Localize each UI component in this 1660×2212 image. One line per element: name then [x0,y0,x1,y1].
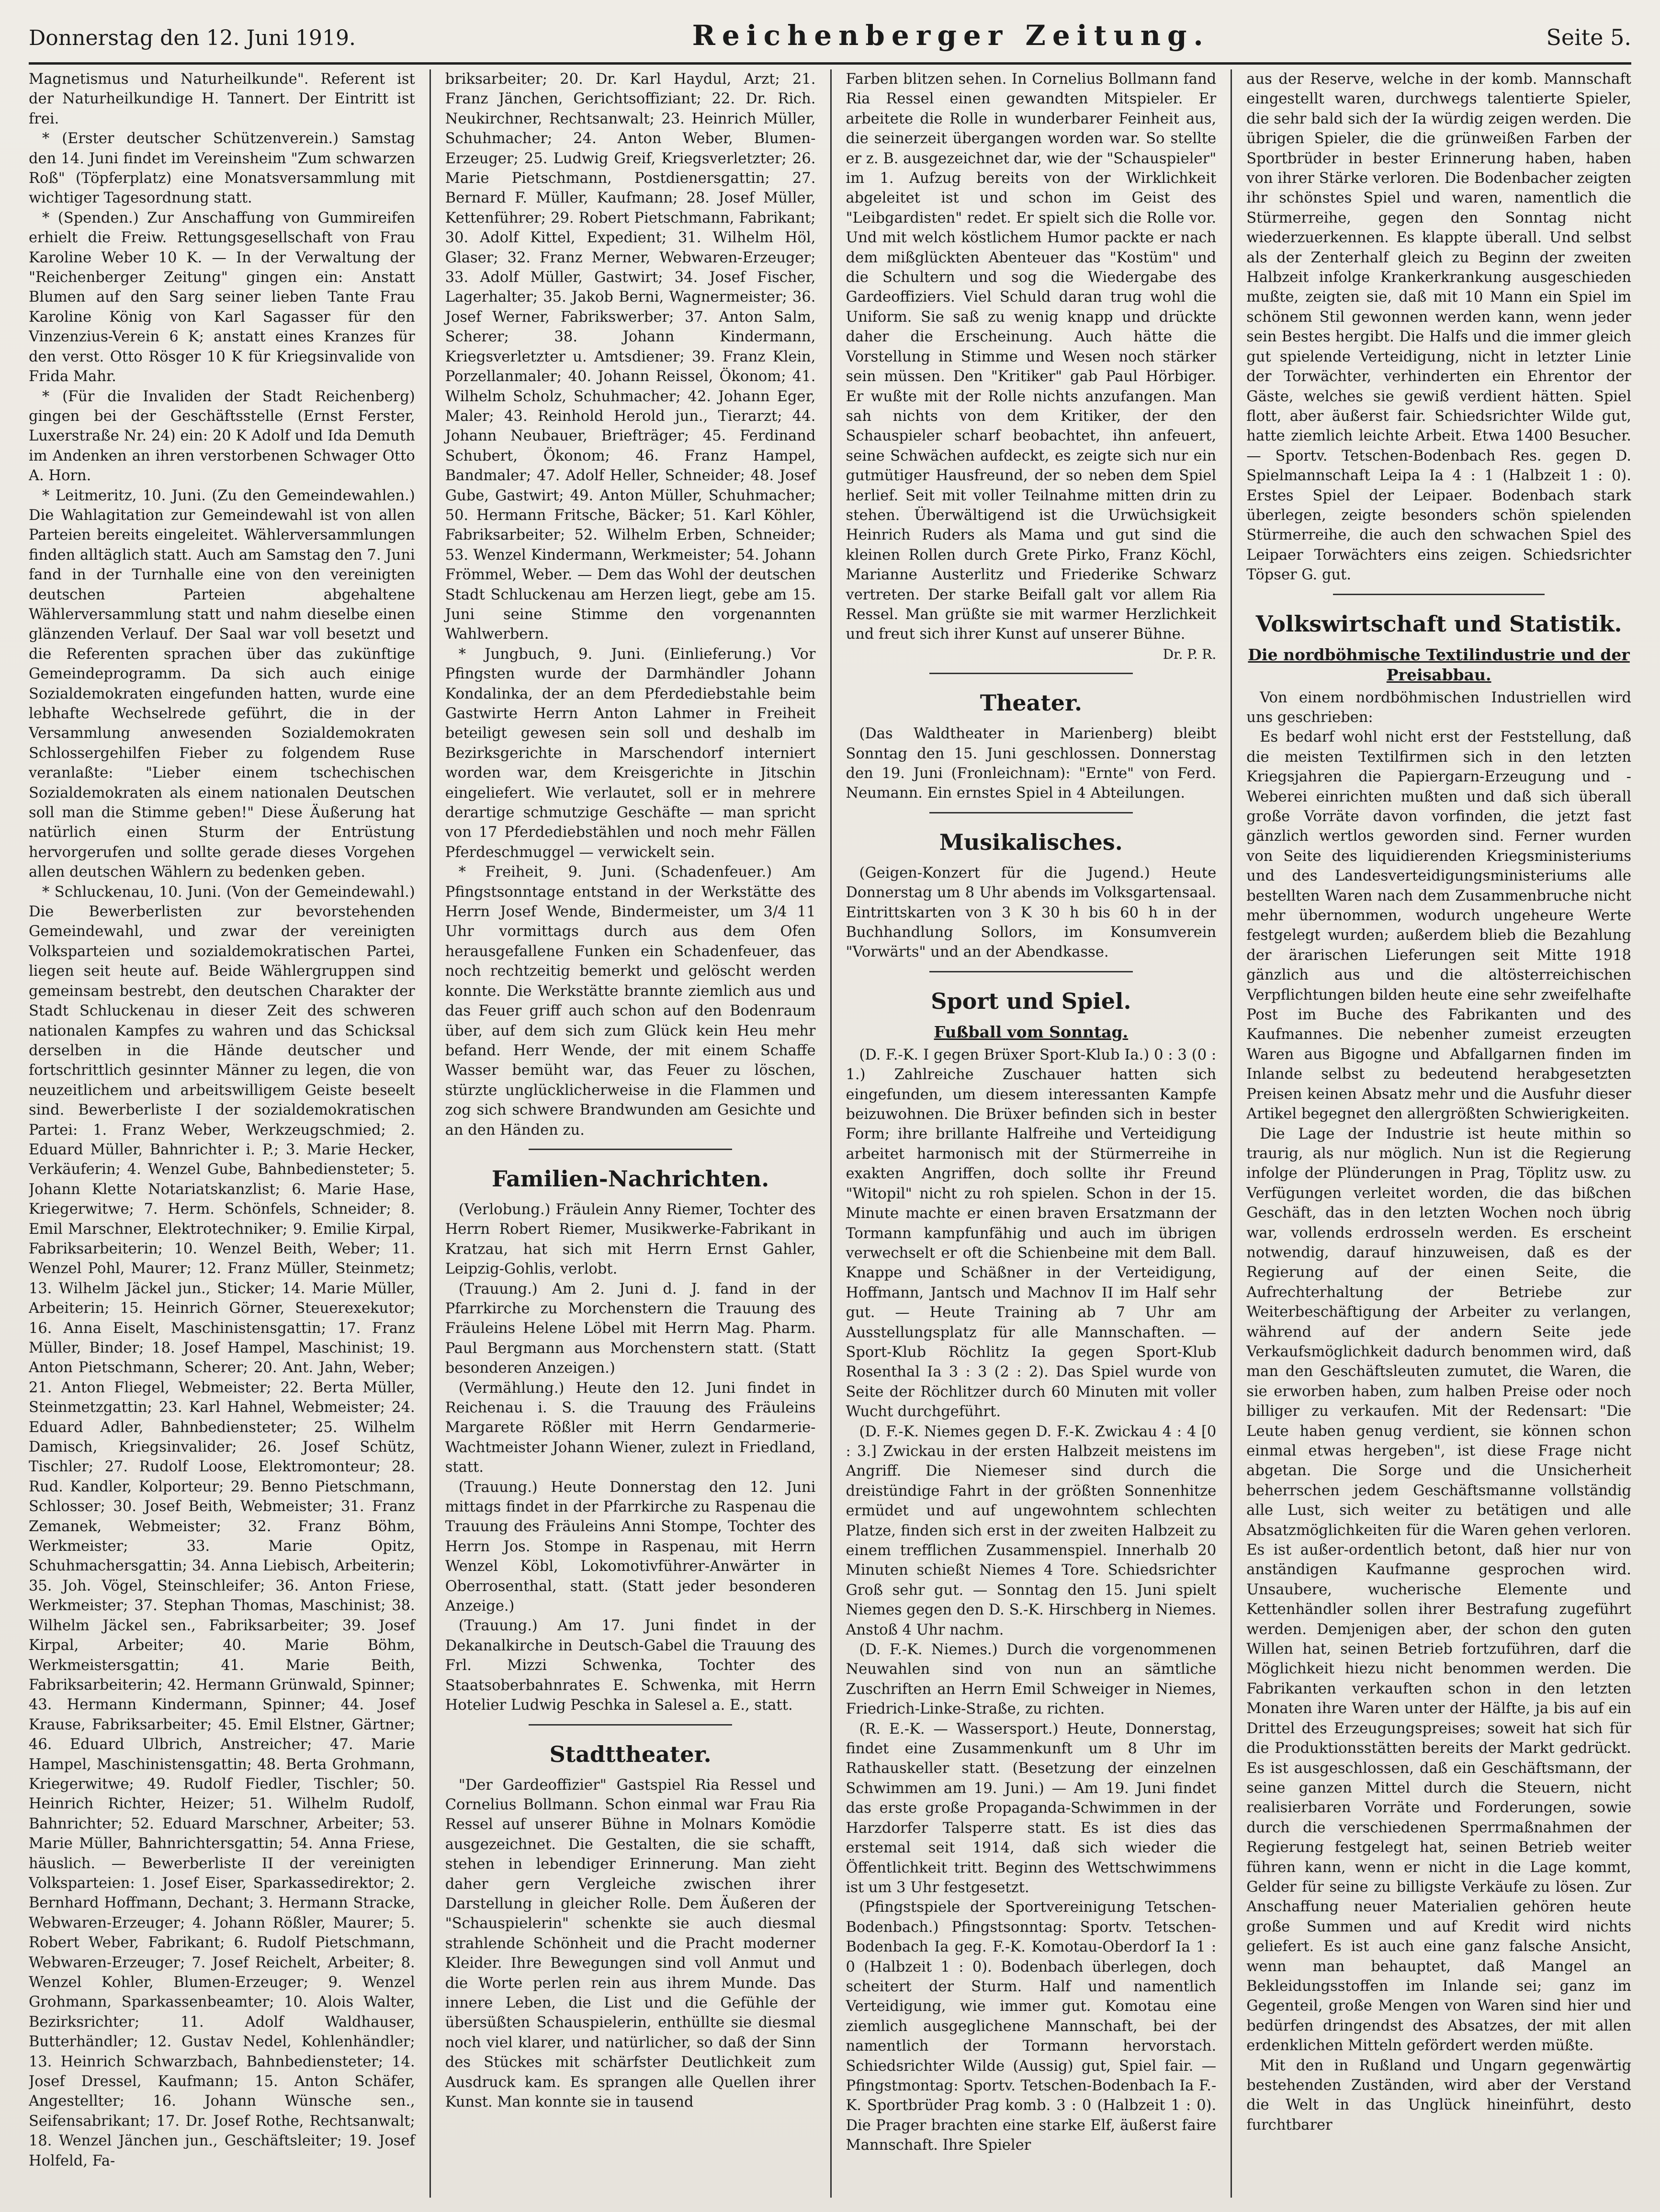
section-heading: Familien-Nachrichten. [491,1165,769,1192]
subsection-heading: Die nordböhmische Textilindustrie und der Preisabbau. [1248,645,1630,684]
paragraph: (Geigen-Konzert für die Jugend.) Heute Donnerstag um 8 Uhr abends im Volksgartensaal. Eintrittskarten von 3 K 30 h bis 60 h in der Buchhandlung Sollors, im Konsumverein "Vorwärts" und an der Abendkasse. [846,864,1217,961]
paragraph: Es bedarf wohl nicht erst der Feststellung, daß die meisten Textilfirmen sich in den letzten Kriegsjahren die Papiergarn-Erzeugung und -Weberei einrichten mußten und daß sich überall große Vorräte davon vorfinden, die jetzt fast gänzlich wertlos geworden sind. Ferner wurden von Seite des liquidierenden Kriegsministeriums und des Landesverteidigungsministeriums alle bestellten Waren nach dem Zusammenbruche nicht mehr übernommen, wodurch ungeheure Werte festgelegt wurden; außerdem blieb die Bezahlung der ärarischen Lieferungen seit Mitte 1918 gänzlich aus und die altösterreichischen Verpflichtungen bilden heute eine sehr zweifelhafte Post im Buche des Fabrikanten und des Kaufmannes. Die nebenher zumeist erzeugten Waren aus Bigogne und Abfallgarnen finden im Inlande selbst zu bedeutend herabgesetzten Preisen keinen Absatz mehr und die Ausfuhr dieser Artikel begegnet den allergrößten Schwierigkeiten. [1246,729,1631,1123]
subsection-heading: Fußball vom Sonntag. [934,1022,1129,1041]
paragraph: (D. F.-K. Niemes gegen D. F.-K. Zwickau 4 : 4 [0 : 3.] Zwickau in der ersten Halbzeit meistens im Angriff. Die Niemeser sind durch die dreistündige Fahrt in der größten Sonnenhitze ermüdet und auf ungewohntem schlechten Platze, finden sich erst in der zweiten Halbzeit zu einem trefflichen Zusammenspiel. Innerhalb 20 Minuten schießt Niemes 4 Tore. Schiedsrichter Groß sehr gut. — Sonntag den 15. Juni spielt Niemes gegen den D. S.-K. Hirschberg in Niemes. Anstoß 4 Uhr nachm. [846,1423,1217,1638]
issue-date: Donnerstag den 12. Juni 1919. [29,26,356,50]
paragraph: (D. F.-K. I gegen Brüxer Sport-Klub Ia.) 0 : 3 (0 : 1.) Zahlreiche Zuschauer hatten sich eingefunden, um diesem interessanten Kampfe beizuwohnen. Die Brüxer befinden sich in bester Form; ihre brillante Halfreihe und Verteidigung arbeitet harmonisch mit der Stürmerreihe in exakten Angriffen, doch sollte ihr Freund "Witopil" nicht zu roh spielen. Schon in der 15. Minute machte er einen braven Ersatzmann der Tormann kampfunfähig und auch im übrigen verwechselt er oft die Schienbeine mit dem Ball. Knappe und Schäßner in der Verteidigung, Hoffmann, Jantsch und Machnov II im Half sehr gut. — Heute Training ab 7 Uhr am Ausstellungsplatz für alle Mannschaften. — Sport-Klub Röchlitz Ia gegen Sport-Klub Rosenthal Ia 3 : 3 (2 : 2). Das Spiel wurde von Seite der Röchlitzer durch 60 Minuten mit voller Wucht durchgeführt. [846,1046,1217,1421]
author-signature: Dr. P. R. [1163,646,1217,662]
page-header [29,19,1631,65]
paragraph: * (Spenden.) Zur Anschaffung von Gummireifen erhielt die Freiw. Rettungsgesellschaft von Frau Karoline Weber 10 K. — In der Verwaltung der "Reichenberger Zeitung" gingen ein: Anstatt Blumen auf den Sarg seiner lieben Tante Frau Karoline König von Karl Sagasser für den Vinzenzius-Verein 6 K; anstatt eines Kranzes für den verst. Otto Rösger 10 K für Kriegsinvalide von Frida Mahr. [29,209,415,385]
paragraph: * (Für die Invaliden der Stadt Reichenberg) gingen bei der Geschäftsstelle (Ernst Ferster, Luxerstraße Nr. 24) ein: 20 K Adolf und Ida Demuth im Andenken an ihren verstorbenen Schwager Otto A. Horn. [29,388,415,485]
paragraph: (D. F.-K. Niemes.) Durch die vorgenommenen Neuwahlen sind von nun an sämtliche Zuschriften an Herrn Emil Schweiger in Niemes, Friedrich-Linke-Straße, zu richten. [846,1641,1217,1718]
paragraph: Mit den in Rußland und Ungarn gegenwärtig bestehenden Zuständen, wird aber der Verstand die Welt in das Unglück hineinführt, desto furchtbarer [1246,2057,1631,2133]
paragraph: Magnetismus und Naturheilkunde". Referent ist der Naturheilkundige H. Tannert. Der Eintritt ist frei. [29,71,415,127]
section-divider [529,1724,733,1726]
column-3 [830,69,1231,2198]
section-heading: Musikalisches. [939,829,1123,855]
article-columns [29,69,1631,2198]
paragraph: "Der Gardeoffizier" Gastspiel Ria Ressel und Cornelius Bollmann. Schon einmal war Frau Ria Ressel auf unserer Bühne in Molnars Komödie ausgezeichnet. Die Gestalten, die sie schafft, stehen in lebendiger Erinnerung. Man zieht daher gern Vergleiche zwischen ihrer Darstellung in gleicher Rolle. Dem Äußeren der "Schauspielerin" schenkte sie auch diesmal strahlende Schönheit und die Pracht moderner Kleider. Ihre Bewegungen sind voll Anmut und die Worte perlen rein aus ihrem Munde. Das innere Leben, die List und die Gefühle der übersüßten Schauspielerin, enthüllte sie diesmal noch viel klarer, und natürlicher, so daß der Sinn des Stückes mit schärfster Deutlichkeit zum Ausdruck kam. Es sprangen alle Quellen ihrer Kunst. Man konnte sie in tausend [445,1776,816,2110]
section-divider [929,812,1133,813]
paragraph: (Trauung.) Am 2. Juni d. J. fand in der Pfarrkirche zu Morchenstern die Trauung des Fräuleins Helene Löbel mit Herrn Mag. Pharm. Paul Bergmann aus Morchenstern statt. (Statt besonderen Anzeigen.) [445,1280,816,1377]
column-1 [29,69,429,2198]
section-divider [529,1149,733,1150]
section-divider [1333,594,1545,595]
paragraph: * Schluckenau, 10. Juni. (Von der Gemeindewahl.) Die Bewerberlisten zur bevorstehenden Gemeindewahl, und zwar der vereinigten Volksparteien und sozialdemokratischen Partei, liegen seit heute auf. Beide Wählergruppen sind gemeinsam bestrebt, den deutschen Charakter der Stadt Schluckenau in dieser Zeit des schweren nationalen Kampfes zu wahren und das Schicksal derselben in die Hände deutscher und fortschrittlich gesinnter Männer zu legen, die von neuzeitlichem und arbeitswilligem Geiste beseelt sind. Bewerberliste I der sozialdemokratischen Partei: 1. Franz Weber, Werkzeugschmied; 2. Eduard Müller, Bahnrichter i. P.; 3. Marie Hecker, Verkäuferin; 4. Wenzel Gube, Bahnbediensteter; 5. Johann Klette Notariatskanzlist; 6. Marie Hase, Kriegerwitwe; 7. Herm. Schönfels, Schneider; 8. Emil Marschner, Elektrotechniker; 9. Emilie Kirpal, Fabriksarbeiterin; 10. Wenzel Beith, Weber; 11. Wenzel Pohl, Maurer; 12. Franz Müller, Steinmetz; 13. Wilhelm Jäckel jun., Sticker; 14. Marie Müller, Arbeiterin; 15. Heinrich Görner, Steuerexekutor; 16. Anna Eiselt, Maschinistensgattin; 17. Franz Müller, Binder; 18. Josef Hampel, Maschinist; 19. Anton Pietschmann, Scherer; 20. Ant. Jahn, Weber; 21. Anton Fliegel, Webmeister; 22. Berta Müller, Steinmetzgattin; 23. Karl Hahnel, Webmeister; 24. Eduard Adler, Bahnbediensteter; 25. Wilhelm Damisch, Kriegsinvalider; 26. Josef Schütz, Tischler; 27. Rudolf Loose, Elektromonteur; 28. Rud. Kandler, Kolporteur; 29. Benno Pietschmann, Schlosser; 30. Josef Beith, Webmeister; 31. Franz Zemanek, Webmeister; 32. Franz Böhm, Werkmeister; 33. Marie Opitz, Schuhmachersgattin; 34. Anna Liebisch, Arbeiterin; 35. Joh. Vögel, Steinschleifer; 36. Anton Friese, Werkmeister; 37. Stephan Thomas, Maschinist; 38. Wilhelm Jäckel sen., Fabriksarbeiter; 39. Josef Kirpal, Arbeiter; 40. Marie Böhm, Werkmeistersgattin; 41. Marie Beith, Fabriksarbeiterin; 42. Hermann Grünwald, Spinner; 43. Hermann Kindermann, Spinner; 44. Josef Krause, Fabriksarbeiter; 45. Emil Elstner, Gärtner; 46. Eduard Ulbrich, Anstreicher; 47. Marie Hampel, Maschinistensgattin; 48. Berta Grohmann, Kriegerwitwe; 49. Rudolf Fiedler, Tischler; 50. Heinrich Richter, Heizer; 51. Wilhelm Rudolf, Bahnrichter; 52. Eduard Marschner, Arbeiter; 53. Marie Müller, Bahnrichtersgattin; 54. Anna Friese, häuslich. — Bewerberliste II der vereinigten Volksparteien: 1. Josef Eiser, Sparkassedirektor; 2. Bernhard Hoffmann, Dechant; 3. Hermann Stracke, Webwaren-Erzeuger; 4. Johann Rößler, Maurer; 5. Robert Weber, Fabrikant; 6. Rudolf Pietschmann, Webwaren-Erzeuger; 7. Josef Reichelt, Arbeiter; 8. Wenzel Kohler, Blumen-Erzeuger; 9. Wenzel Grohmann, Sparkassenbeamter; 10. Alois Walter, Bezirksrichter; 11. Adolf Waldhauser, Butterhändler; 12. Gustav Nedel, Kohlenhändler; 13. Heinrich Schwarzbach, Bahnbediensteter; 14. Josef Dressel, Kaufmann; 15. Anton Schäfer, Angestellter; 16. Johann Wünsche sen., Seifensabrikant; 17. Dr. Josef Rothe, Rechtsanwalt; 18. Wenzel Jänchen jun., Geschäftsleiter; 19. Josef Holfeld, Fa- [29,883,415,2169]
paragraph: * Jungbuch, 9. Juni. (Einlieferung.) Vor Pfingsten wurde der Darmhändler Johann Kondalinka, der an dem Pferdediebstahle beim Gastwirte Herrn Anton Lahmer in Freiheit beteiligt gewesen sein soll und deshalb im Bezirksgerichte in Marschendorf interniert worden war, dem Kreisgerichte in Jitschin eingeliefert. Wie verlautet, soll er in mehrere derartige schmutzige Geschäfte — man spricht von 17 Pferdediebstählen und noch mehr Fällen Pferdeschmuggel — verwickelt sein. [445,645,816,861]
section-divider [929,673,1133,674]
paragraph: Die Lage der Industrie ist heute mithin so traurig, als nur möglich. Nun ist die Regierung infolge der Plünderungen in Prag, Töplitz usw. zu Verfügungen verleitet worden, die das bißchen Geschäft, das in den letzten Wochen noch übrig war, vollends erdrosseln werden. Es erscheint notwendig, darauf hinzuweisen, daß es der Regierung auf der einen Seite, die Aufrechterhaltung der Betriebe zur Weiterbeschäftigung der Arbeiter zu verlangen, während auf der andern Seite jede Verkaufsmöglichkeit dadurch benommen wird, daß man den Geschäftsleuten zumutet, die Waren, die sie erworben haben, zum halben Preise oder noch billiger zu verkaufen. Mit der Redensart: "Die Leute haben genug verdient, sie können schon einmal etwas hergeben", ist diese Frage nicht abgetan. Die Sorge und die Unsicherheit beherrschen jedem Geschäftsmanne vollständig alle Lust, sich weiter zu betätigen und alle Absatzmöglichkeiten für die Waren gehen verloren. Es ist außer-ordentlich betont, daß hier nur von anständigen Kaufmanne gesprochen wird. Unsaubere, wucherische Elemente und Kettenhändler sollen ihrer Bestrafung zugeführt werden. Demjenigen aber, der schon den guten Willen hat, seinen Betrieb fortzuführen, darf die Möglichkeit hiezu nicht benommen werden. Die Fabrikanten verkauften schon in den letzten Monaten ihre Waren unter der Hälfte, ja bis auf ein Drittel des Erzeugungspreises; soweit hat sich für die Produktionsstätten bereits der Markt gedrückt. Es ist ausgeschlossen, daß ein Geschäftsmann, der seine ganzen Mittel durch die Steuern, nicht realisierbaren Vorräte und Forderungen, sowie durch die verschiedenen Sperrmaßnahmen der Regierung festgelegt hat, seinen Betrieb weiter führen kann, wenn er nicht in die Lage kommt, Gelder für seine zu billigste Verkäufe zu lösen. Zur Anschaffung neuer Materialien gehören heute große Summen und auf Kredit wird nichts geliefert. Es ist auch eine ganz falsche Ansicht, wenn man behauptet, daß Mangel an Bekleidungsstoffen im Inlande sei; ganz im Gegenteil, große Mengen von Waren sind hier und bedürfen dringendst des Absatzes, der mit allen erdenklichen Mitteln gefördert werden müßte. [1246,1125,1631,2054]
paragraph: briksarbeiter; 20. Dr. Karl Haydul, Arzt; 21. Franz Jänchen, Gerichtsoffiziant; 22. Dr. Rich. Neukirchner, Rechtsanwalt; 23. Heinrich Müller, Schuhmacher; 24. Anton Weber, Blumen-Erzeuger; 25. Ludwig Greif, Kriegsverletzter; 26. Marie Pietschmann, Postdienersgattin; 27. Bernard F. Müller, Kaufmann; 28. Josef Müller, Kettenführer; 29. Robert Pietschmann, Fabrikant; 30. Adolf Kittel, Expedient; 31. Wilhelm Höl, Glaser; 32. Franz Merner, Webwaren-Erzeuger; 33. Adolf Müller, Gastwirt; 34. Josef Fischer, Lagerhalter; 35. Jakob Berni, Wagnermeister; 36. Josef Werner, Fabrikswerber; 37. Anton Salm, Scherer; 38. Johann Kindermann, Kriegsverletzter u. Amtsdiener; 39. Franz Klein, Porzellanmaler; 40. Johann Reissel, Ökonom; 41. Wilhelm Scholz, Schuhmacher; 42. Johann Eger, Maler; 43. Reinhold Herold jun., Tierarzt; 44. Johann Neubauer, Briefträger; 45. Ferdinand Schubert, Ökonom; 46. Franz Hampel, Bandmaler; 47. Adolf Heller, Schneider; 48. Josef Gube, Gastwirt; 49. Anton Müller, Schuhmacher; 50. Hermann Fritsche, Bäcker; 51. Karl Köhler, Fabriksarbeiter; 52. Wilhelm Erben, Schneider; 53. Wenzel Kindermann, Werkmeister; 54. Johann Frömmel, Weber. — Dem das Wohl der deutschen Stadt Schluckenau am Herzen liegt, gebe am 15. Juni seine Stimme den vorgenannten Wahlwerbern. [445,71,816,643]
section-heading: Stadttheater. [549,1741,711,1767]
section-heading: Volkswirtschaft und Statistik. [1255,610,1622,637]
paragraph: aus der Reserve, welche in der komb. Mannschaft eingestellt waren, durchwegs talentierte Spieler, die sehr bald sich der Ia würdig zeigen werden. Die übrigen Spieler, die die grünweißen Farben der Sportbrüder in bester Erinnerung haben, haben von ihrer Stärke verloren. Die Bodenbacher zeigten ihr schönstes Spiel und waren, namentlich die Stürmerreihe, gegen den Sonntag nicht wiederzuerkennen. Es klappte überall. Und selbst als der Zenterhalf gleich zu Beginn der zweiten Halbzeit infolge Krankerkrankung ausgeschieden mußte, zeigten sie, daß mit 10 Mann ein Spiel im schönem Stil gewonnen werden kann, wenn jeder sein Bestes hergibt. Die Halfs und die immer gleich gut spielende Verteidigung, nicht in letzter Linie der Torwächter, verhinderten ein Ehrentor der Gäste, welches sie gewiß verdient hätten. Spiel flott, aber äußerst fair. Schiedsrichter Wilde gut, hatte ziemlich leichte Arbeit. Etwa 1400 Besucher. — Sportv. Tetschen-Bodenbach Res. gegen D. Spielmannschaft Leipa Ia 4 : 1 (Halbzeit 1 : 0). Erstes Spiel der Leipaer. Bodenbach stark überlegen, zeigte besonders schön spielenden Stürmerreihe, die auch den schwachen Spiel des Leipaer Torwächters eins zeigen. Schiedsrichter Töpser G. gut. [1246,71,1631,584]
column-4 [1231,69,1631,2198]
paragraph: Von einem nordböhmischen Industriellen wird uns geschrieben: [1246,689,1631,726]
paragraph: (Verlobung.) Fräulein Anny Riemer, Tochter des Herrn Robert Riemer, Musikwerke-Fabrikant in Kratzau, hat sich mit Herrn Ernst Gahler, Leipzig-Gohlis, verlobt. [445,1201,816,1278]
paragraph: Farben blitzen sehen. In Cornelius Bollmann fand Ria Ressel einen gewandten Mitspieler. Er arbeitete die Rolle in wunderbarer Feinheit aus, die seinerzeit übergangen worden war. So stellte er z. B. ausgezeichnet dar, wie der "Schauspieler" im 1. Aufzug bereits von der Wirklichkeit abgeleitet ist und schon im Geist des "Leibgardisten" redet. Er spielt sich die Rolle vor. Und mit welch köstlichem Humor packte er nach dem mißglückten Abenteuer das "Kostüm" und die Schultern und sog die Wiedergabe des Gardeoffiziers. Viel Schuld daran trug wohl die Uniform. Sie saß zu wenig knapp und drückte daher die Erscheinung. Auch hätte die Vorstellung in Stimme und Wesen noch stärker sein müssen. Den "Kritiker" gab Paul Hörbiger. Er wußte mit der Rolle nichts anzufangen. Man sah nichts von dem Kritiker, der den Schauspieler scharf beobachtet, ihn anfeuert, seine Schwächen aufdeckt, es zeigte sich nur ein gutmütiger Hausfreund, der so neben dem Spiel herlief. Seit mit voller Teilnahme mitten drin zu stehen. Überwältigend ist die Urwüchsigkeit Heinrich Ruders als Mama und gut sind die kleinen Rollen durch Grete Pirko, Franz Köchl, Marianne Austerlitz und Friederike Schwarz vertreten. Der starke Beifall galt vor allem Ria Ressel. Man grüßte sie mit warmer Herzlichkeit und freut sich ihrer Kunst auf unserer Bühne. [846,71,1217,643]
column-2 [429,69,830,2198]
paragraph: * (Erster deutscher Schützenverein.) Samstag den 14. Juni findet im Vereinsheim "Zum schwarzen Roß" (Töpferplatz) eine Monatsversammlung mit wichtiger Tagesordnung statt. [29,130,415,207]
section-heading: Theater. [980,690,1083,716]
paragraph: (Vermählung.) Heute den 12. Juni findet in Reichenau i. S. die Trauung des Fräuleins Margarete Rößler mit Herrn Gendarmerie-Wachtmeister Johann Wiener, zulezt in Friedland, statt. [445,1379,816,1476]
paragraph: (Trauung.) Heute Donnerstag den 12. Juni mittags findet in der Pfarrkirche zu Raspenau die Trauung des Fräuleins Anni Stompe, Tochter des Herrn Jos. Stompe in Raspenau, mit Herrn Wenzel Köbl, Lokomotivführer-Anwärter in Oberrosenthal, statt. (Statt jeder besonderen Anzeige.) [445,1478,816,1615]
page-number: Seite 5. [1546,24,1631,50]
paragraph: (Das Waldtheater in Marienberg) bleibt Sonntag den 15. Juni geschlossen. Donnerstag den 19. Juni (Fronleichnam): "Ernte" von Ferd. Neumann. Ein ernstes Spiel in 4 Abteilungen. [846,725,1217,802]
paragraph: * Freiheit, 9. Juni. (Schadenfeuer.) Am Pfingstsonntage entstand in der Werkstätte des Herrn Josef Wende, Bindermeister, um 3/4 11 Uhr vormittags durch aus dem Ofen herausgefallene Funken ein Schadenfeuer, das noch rechtzeitig bemerkt und gelöscht werden konnte. Die Werkstätte brannte ziemlich aus und das Feuer griff auch schon auf den Bodenraum über, auf dem sich zum Glück kein Heu mehr befand. Herr Wende, der mit einem Schaffe Wasser bemüht war, das Feuer zu löschen, stürzte unglücklicherweise in die Flammen und zog sich schwere Brandwunden am Gesichte und an den Händen zu. [445,864,816,1139]
paragraph: (Trauung.) Am 17. Juni findet in der Dekanalkirche in Deutsch-Gabel die Trauung des Frl. Mizzi Schwenka, Tochter des Staatsoberbahnrates E. Schwenka, mit Herrn Hotelier Ludwig Peschka in Salesel a. E., statt. [445,1617,816,1714]
newspaper-title: Reichenberger Zeitung. [692,19,1210,52]
paragraph: * Leitmeritz, 10. Juni. (Zu den Gemeindewahlen.) Die Wahlagitation zur Gemeindewahl ist von allen Parteien bereits eingeleitet. Wählerversammlungen finden alltäglich statt. Auch am Samstag den 7. Juni fand in der Turnhalle eine von den vereinigten deutschen Parteien abgehaltene Wählerversammlung statt und nahm dieselbe einen glänzenden Verlauf. Der Saal war voll besetzt und die Referenten sprachen über das zukünftige Gemeindeprogramm. Da sich auch einige Sozialdemokraten eingefunden hatten, wurde eine lebhafte Wechselrede geführt, die in der Versammlung anwesenden Sozialdemokraten Schlossergehilfen Fieber zu folgendem Ruse veranlaßte: "Lieber einem tschechischen Sozialdemokraten als einem nationalen Deutschen soll man die Stimme geben!" Diese Äußerung hat natürlich einen Sturm der Entrüstung hervorgerufen und sollte gerade dieses Vorgehen allen deutschen Wählern zu bedenken geben. [29,487,415,881]
section-divider [929,971,1133,972]
paragraph: (Pfingstspiele der Sportvereinigung Tetschen-Bodenbach.) Pfingstsonntag: Sportv. Tetschen-Bodenbach Ia geg. F.-K. Komotau-Oberdorf Ia 1 : 0 (Halbzeit 1 : 0). Bodenbach überlegen, doch scheitert der Sturm. Half und namentlich Verteidigung, wie immer gut. Komotau eine ziemlich ausgeglichene Mannschaft, bei der namentlich der Tormann hervorstach. Schiedsrichter Wilde (Aussig) gut, Spiel fair. — Pfingstmontag: Sportv. Tetschen-Bodenbach Ia F.-K. Sportbrüder Prag komb. 3 : 0 (Halbzeit 1 : 0). Die Prager brachten eine starke Elf, äußerst faire Mannschaft. Ihre Spieler [846,1899,1217,2154]
paragraph: (R. E.-K. — Wassersport.) Heute, Donnerstag, findet eine Zusammenkunft um 8 Uhr im Rathauskeller statt. (Besetzung der einzelnen Schwimmen am 19. Juni.) — Am 19. Juni findet das erste große Propaganda-Schwimmen in der Harzdorfer Talsperre statt. Es ist dies das erstemal seit 1914, daß sich wieder die Öffentlichkeit tritt. Beginn des Wettschwimmens ist um 3 Uhr festgesetzt. [846,1720,1217,1896]
section-heading: Sport und Spiel. [931,988,1131,1014]
